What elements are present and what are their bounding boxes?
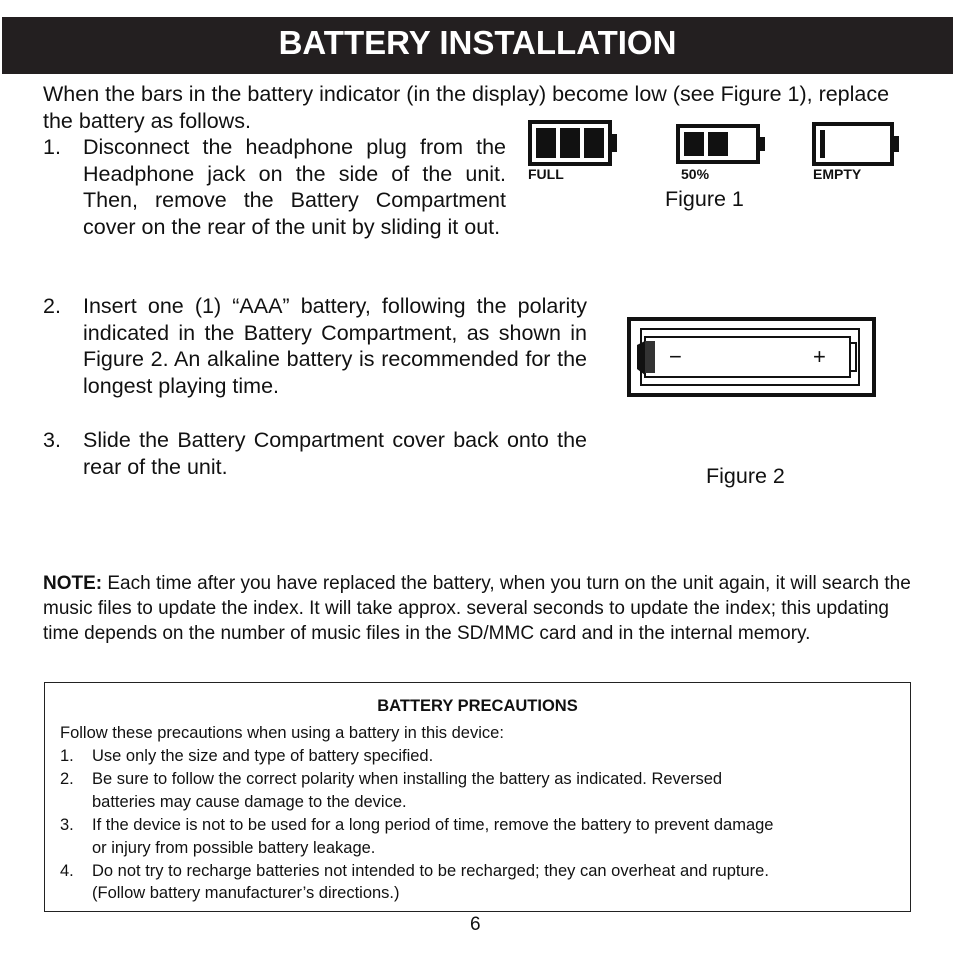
precaution-4-line-1: Do not try to recharge batteries not intended to be recharged; they can overheat and rupture. (92, 862, 769, 880)
precautions-title: BATTERY PRECAUTIONS (377, 697, 578, 715)
figure-2-battery-compartment (625, 315, 880, 400)
precaution-1-text: Use only the size and type of battery specified. (92, 747, 434, 765)
note-label: NOTE: (43, 573, 103, 594)
precaution-3-line-2: or injury from possible battery leakage. (92, 839, 376, 857)
battery-label-empty: EMPTY (813, 166, 862, 182)
step-2-number: 2. (43, 294, 61, 318)
figure-1-caption: Figure 1 (665, 187, 744, 211)
figure-2-caption: Figure 2 (706, 464, 785, 488)
figure-1-battery-indicators (520, 112, 920, 172)
page-title: BATTERY INSTALLATION (278, 24, 677, 61)
battery-label-50: 50% (681, 166, 710, 182)
precaution-3-number: 3. (60, 816, 74, 834)
precaution-4-number: 4. (60, 862, 74, 880)
battery-label-full: FULL (528, 166, 564, 182)
plus-polarity-symbol: + (813, 344, 826, 369)
precaution-1-number: 1. (60, 747, 74, 765)
precaution-4-line-2: (Follow battery manufacturer’s directions.) (92, 884, 400, 902)
battery-full-icon (530, 122, 617, 164)
step-1-number: 1. (43, 135, 61, 159)
page-title-banner (2, 17, 953, 74)
precaution-2-line-1: Be sure to follow the correct polarity when installing the battery as indicated. Reversed (92, 770, 723, 788)
step-3-text: Slide the Battery Compartment cover back onto the rear of the unit. (83, 428, 587, 479)
battery-empty-icon (814, 124, 899, 164)
note-text: Each time after you have replaced the battery, when you turn on the unit again, it will search the music files to update the index. It will take approx. several seconds to update the index; this updating time depends on the number of music files in the SD/MMC card and in the internal memory. (43, 573, 911, 644)
minus-polarity-symbol: − (669, 344, 682, 369)
step-1-text: Disconnect the headphone plug from the Headphone jack on the side of the unit. Then, remove the Battery Compartment cover on the rear of the unit by sliding it out. (83, 135, 506, 239)
page-number: 6 (470, 914, 481, 935)
intro-paragraph: When the bars in the battery indicator (in the display) become low (see Figure 1), replace the battery as follows. (43, 82, 890, 133)
precaution-2-line-2: batteries may cause damage to the device. (92, 793, 407, 811)
step-2-text: Insert one (1) “AAA” battery, following the polarity indicated in the Battery Compartment, as shown in Figure 2. An alkaline battery is recommended for the longest playing time. (83, 294, 587, 398)
note-paragraph (43, 571, 915, 646)
precautions-intro: Follow these precautions when using a battery in this device: (60, 724, 504, 742)
precaution-3-line-1: If the device is not to be used for a long period of time, remove the battery to prevent damage (92, 816, 774, 834)
precaution-2-number: 2. (60, 770, 74, 788)
battery-half-icon (678, 126, 765, 162)
step-3-number: 3. (43, 428, 61, 452)
